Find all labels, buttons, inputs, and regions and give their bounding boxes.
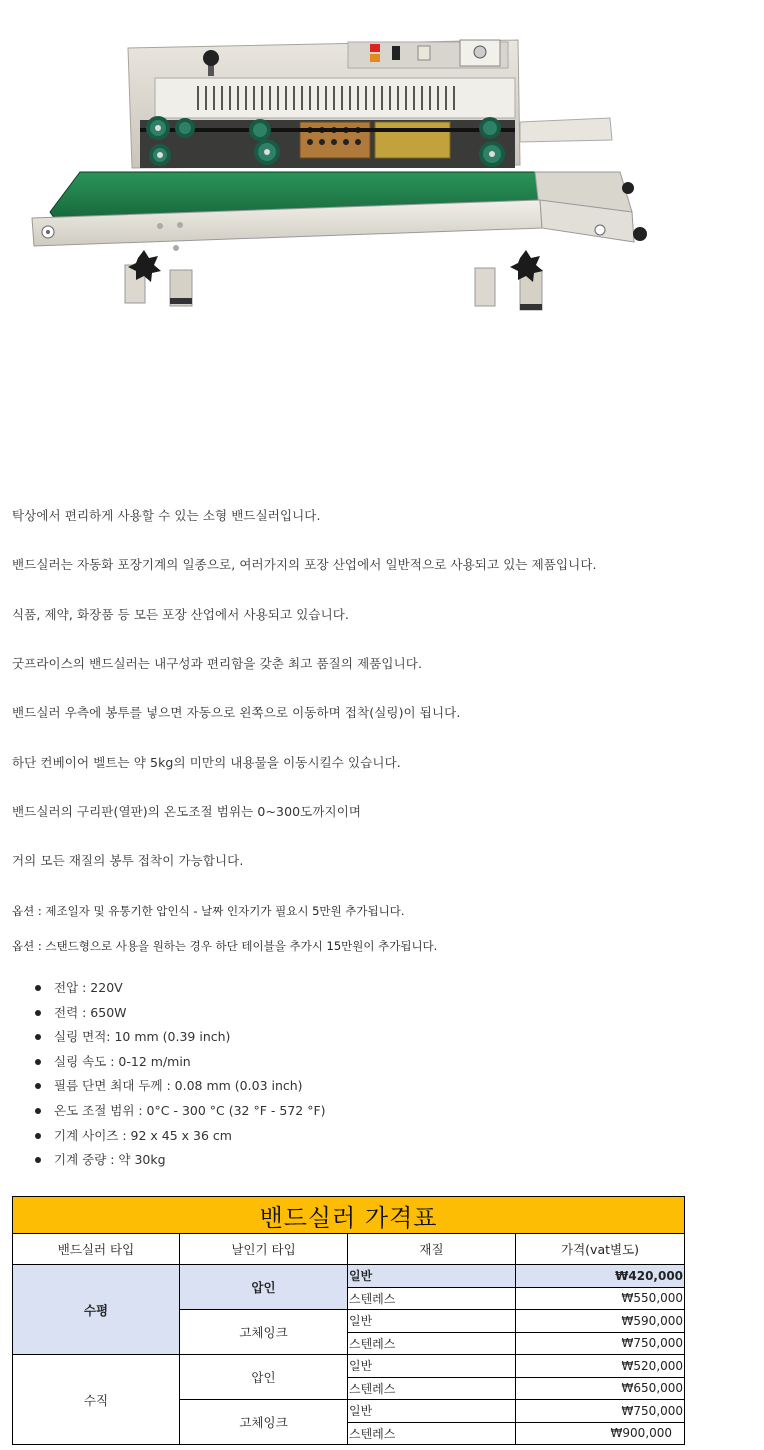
description-paragraph: 밴드실러 우측에 봉투를 넣으면 자동으로 왼쪽으로 이동하며 접착(실링)이 됩니다.: [12, 705, 461, 720]
price-cell: ₩750,000: [516, 1332, 685, 1355]
spec-text: 필름 단면 최대 두께 : 0.08 mm (0.03 inch): [54, 1078, 303, 1094]
spec-item: [0, 1025, 326, 1050]
column-header: 밴드실러 타입: [13, 1234, 180, 1265]
description-paragraph: 거의 모든 재질의 봉투 접착이 가능합니다.: [12, 853, 244, 868]
description-paragraph: 밴드실러는 자동화 포장기계의 일종으로, 여러가지의 포장 산업에서 일반적으로 사용되고 있는 제품입니다.: [12, 557, 597, 572]
spec-item: [0, 1050, 326, 1075]
spec-text: 실링 속도 : 0-12 m/min: [54, 1053, 191, 1069]
spec-item: [0, 1099, 326, 1124]
sealer-type-cell: 수평: [13, 1265, 180, 1355]
stamp-type-cell: 고체잉크: [180, 1310, 348, 1355]
column-header: 가격(vat별도): [516, 1234, 685, 1265]
bullet-icon: [35, 1133, 41, 1139]
bullet-icon: [35, 1010, 41, 1016]
spec-item: [0, 1074, 326, 1099]
spec-text: 전압 : 220V: [54, 980, 123, 995]
price-cell: ₩900,000: [516, 1422, 685, 1445]
price-cell: ₩420,000: [516, 1265, 685, 1288]
stamp-type-cell: 압인: [180, 1355, 348, 1400]
spec-item: [0, 1001, 326, 1026]
stamp-type-cell: 고체잉크: [180, 1400, 348, 1445]
spec-text: 실링 면적: 10 mm (0.39 inch): [54, 1029, 231, 1045]
column-header: 날인기 타입: [180, 1234, 348, 1265]
material-cell: 일반: [348, 1400, 516, 1423]
price-cell: ₩590,000: [516, 1310, 685, 1333]
bullet-icon: [35, 1034, 41, 1040]
price-cell: ₩550,000: [516, 1287, 685, 1310]
description-paragraph: 식품, 제약, 화장품 등 모든 포장 산업에서 사용되고 있습니다.: [12, 607, 350, 622]
description-paragraph: 굿프라이스의 밴드실러는 내구성과 편리함을 갖춘 최고 품질의 제품입니다.: [12, 656, 423, 671]
spec-list: [0, 976, 326, 1173]
column-header: 재질: [348, 1234, 516, 1265]
description-paragraph: 탁상에서 편리하게 사용할 수 있는 소형 밴드실러입니다.: [12, 508, 321, 523]
material-cell: 일반: [348, 1355, 516, 1378]
option-note: 옵션 : 스탠드형으로 사용을 원하는 경우 하단 테이블을 추가시 15만원이 추가됩니다.: [12, 939, 438, 953]
bullet-icon: [35, 985, 41, 991]
material-cell: 일반: [348, 1265, 516, 1288]
sealer-type-cell: 수직: [13, 1355, 180, 1445]
material-cell: 일반: [348, 1310, 516, 1333]
spec-text: 온도 조절 범위 : 0°C - 300 °C (32 °F - 572 °F): [54, 1102, 326, 1118]
material-cell: 스텐레스: [348, 1422, 516, 1445]
description-paragraph: 밴드실러의 구리판(열판)의 온도조절 범위는 0~300도까지이며: [12, 804, 362, 819]
band-sealer-product-image: [20, 30, 660, 330]
material-cell: 스텐레스: [348, 1332, 516, 1355]
spec-text: 기계 사이즈 : 92 x 45 x 36 cm: [54, 1127, 232, 1143]
table-row: [13, 1355, 685, 1378]
spec-text: 기계 중량 : 약 30kg: [54, 1152, 166, 1168]
bullet-icon: [35, 1157, 41, 1163]
material-cell: 스텐레스: [348, 1287, 516, 1310]
option-note: 옵션 : 제조일자 및 유통기한 압인식 - 날짜 인자기가 필요시 5만원 추가됩니다.: [12, 904, 405, 918]
spec-item: [0, 976, 326, 1001]
material-cell: 스텐레스: [348, 1377, 516, 1400]
price-table-title: 밴드실러 가격표: [13, 1197, 685, 1234]
spec-item: [0, 1148, 326, 1173]
price-table: [12, 1196, 685, 1445]
spec-item: [0, 1124, 326, 1149]
stamp-type-cell: 압인: [180, 1265, 348, 1310]
price-cell: ₩650,000: [516, 1377, 685, 1400]
price-cell: ₩750,000: [516, 1400, 685, 1423]
price-cell: ₩520,000: [516, 1355, 685, 1378]
bullet-icon: [35, 1108, 41, 1114]
bullet-icon: [35, 1059, 41, 1065]
description-paragraph: 하단 컨베이어 벨트는 약 5kg의 미만의 내용물을 이동시킬수 있습니다.: [12, 755, 401, 770]
bullet-icon: [35, 1083, 41, 1089]
spec-text: 전력 : 650W: [54, 1004, 127, 1020]
table-row: [13, 1265, 685, 1288]
